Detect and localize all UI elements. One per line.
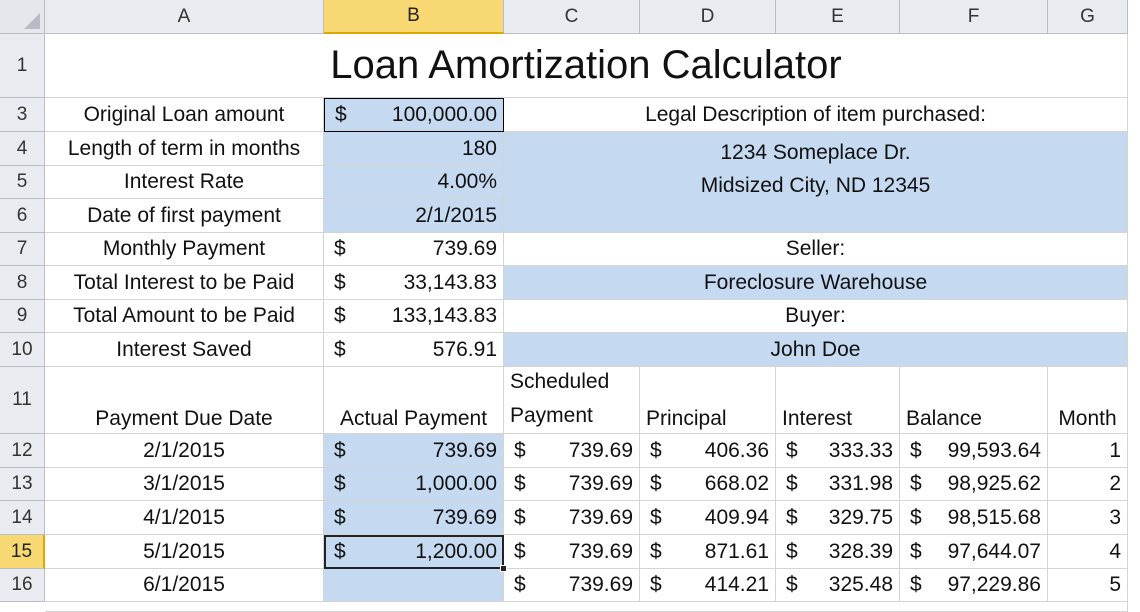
header-month[interactable]: Month — [1048, 367, 1128, 434]
summary-value-cell[interactable] — [324, 233, 504, 266]
principal-value: 871.61 — [704, 539, 769, 563]
currency-symbol: $ — [334, 237, 346, 260]
summary-value-cell[interactable] — [324, 266, 504, 300]
currency-symbol: $ — [334, 438, 346, 462]
row-header-11[interactable]: 11 — [0, 367, 45, 434]
row-header-4[interactable]: 4 — [0, 132, 45, 166]
summary-label[interactable]: Total Amount to be Paid — [45, 300, 324, 333]
principal-cell[interactable] — [640, 535, 776, 569]
currency-symbol: $ — [650, 573, 662, 596]
legal-description-heading[interactable]: Legal Description of item purchased: — [504, 98, 1128, 132]
currency-symbol: $ — [650, 505, 662, 529]
month-cell[interactable]: 3 — [1048, 501, 1128, 535]
balance-value: 99,593.64 — [947, 438, 1041, 462]
summary-value-cell[interactable] — [324, 98, 504, 132]
principal-cell[interactable] — [640, 569, 776, 602]
address-line-2: Midsized City, ND 12345 — [700, 174, 931, 197]
currency-symbol: $ — [786, 505, 798, 529]
row-header-14[interactable]: 14 — [0, 501, 45, 535]
column-header-c[interactable]: C — [504, 0, 640, 34]
sheet-title[interactable]: Loan Amortization Calculator — [45, 34, 1128, 98]
currency-symbol: $ — [786, 573, 798, 596]
currency-symbol: $ — [334, 304, 346, 327]
row-header-1[interactable]: 1 — [0, 34, 45, 98]
column-header-f[interactable]: F — [900, 0, 1048, 34]
buyer-name[interactable]: John Doe — [504, 333, 1128, 367]
currency-symbol: $ — [910, 539, 922, 563]
summary-value-cell[interactable] — [324, 132, 504, 166]
scheduled-cell[interactable] — [504, 535, 640, 569]
scheduled-cell[interactable] — [504, 569, 640, 602]
currency-symbol: $ — [514, 438, 526, 462]
interest-cell[interactable] — [776, 468, 900, 501]
summary-value: 576.91 — [432, 337, 497, 361]
summary-value-cell[interactable] — [324, 300, 504, 333]
address-line-1: 1234 Someplace Dr. — [720, 141, 911, 164]
interest-value: 328.39 — [828, 539, 893, 563]
payment-due-date-cell[interactable]: 4/1/2015 — [45, 501, 324, 535]
scheduled-value: 739.69 — [568, 472, 633, 495]
balance-cell[interactable] — [900, 535, 1048, 569]
currency-symbol: $ — [514, 505, 526, 529]
interest-value: 331.98 — [828, 472, 893, 495]
summary-value: 739.69 — [432, 237, 497, 260]
select-all-button[interactable] — [0, 0, 45, 34]
currency-symbol: $ — [334, 539, 346, 563]
currency-symbol: $ — [650, 472, 662, 495]
payment-due-date-cell[interactable]: 3/1/2015 — [45, 468, 324, 501]
currency-symbol: $ — [334, 337, 346, 361]
principal-cell[interactable] — [640, 501, 776, 535]
scheduled-value: 739.69 — [568, 573, 633, 596]
row-header-13[interactable]: 13 — [0, 468, 45, 501]
header-payment-due-date[interactable]: Payment Due Date — [45, 367, 324, 434]
currency-symbol: $ — [335, 103, 347, 126]
summary-label[interactable]: Date of first payment — [45, 199, 324, 233]
summary-value: 180 — [461, 136, 497, 160]
summary-value: 100,000.00 — [391, 103, 497, 126]
row-header-10[interactable]: 10 — [0, 333, 45, 367]
balance-cell[interactable] — [900, 434, 1048, 468]
row-header-9[interactable]: 9 — [0, 300, 45, 333]
principal-cell[interactable] — [640, 434, 776, 468]
currency-symbol: $ — [910, 472, 922, 495]
principal-value: 409.94 — [704, 505, 769, 529]
summary-label[interactable]: Interest Saved — [45, 333, 324, 367]
seller-name[interactable]: Foreclosure Warehouse — [504, 266, 1128, 300]
currency-symbol: $ — [334, 270, 346, 294]
row-header-6[interactable]: 6 — [0, 199, 45, 233]
actual-payment-value: 1,000.00 — [415, 472, 497, 495]
currency-symbol: $ — [514, 472, 526, 495]
scheduled-value: 739.69 — [568, 505, 633, 529]
principal-value: 668.02 — [704, 472, 769, 495]
fill-handle[interactable] — [500, 565, 507, 572]
scheduled-cell[interactable] — [504, 434, 640, 468]
currency-symbol: $ — [910, 573, 922, 596]
payment-due-date-cell[interactable]: 2/1/2015 — [45, 434, 324, 468]
currency-symbol: $ — [514, 573, 526, 596]
legal-description-address[interactable] — [504, 132, 1128, 233]
row-header-7[interactable]: 7 — [0, 233, 45, 266]
balance-value: 98,515.68 — [947, 505, 1041, 529]
actual-payment-cell[interactable] — [324, 434, 504, 468]
currency-symbol: $ — [910, 505, 922, 529]
currency-symbol: $ — [786, 438, 798, 462]
currency-symbol: $ — [334, 472, 346, 495]
scheduled-cell[interactable] — [504, 468, 640, 501]
interest-cell[interactable] — [776, 535, 900, 569]
row-header-8[interactable]: 8 — [0, 266, 45, 300]
actual-payment-value: 739.69 — [432, 505, 497, 529]
balance-cell[interactable] — [900, 501, 1048, 535]
balance-value: 98,925.62 — [947, 472, 1041, 495]
summary-value-cell[interactable] — [324, 199, 504, 233]
actual-payment-cell[interactable] — [324, 569, 504, 602]
header-scheduled-payment[interactable] — [504, 367, 640, 434]
month-cell[interactable]: 2 — [1048, 468, 1128, 501]
header-scheduled-line2: Payment — [510, 404, 593, 427]
summary-value: 33,143.83 — [403, 270, 497, 294]
actual-payment-cell[interactable] — [324, 468, 504, 501]
summary-value-cell[interactable] — [324, 166, 504, 199]
actual-payment-value: 739.69 — [432, 438, 497, 462]
summary-value: 2/1/2015 — [415, 203, 497, 227]
header-balance[interactable]: Balance — [900, 367, 1048, 434]
interest-value: 329.75 — [828, 505, 893, 529]
interest-cell[interactable] — [776, 569, 900, 602]
currency-symbol: $ — [786, 472, 798, 495]
balance-value: 97,644.07 — [947, 539, 1041, 563]
header-interest[interactable]: Interest — [776, 367, 900, 434]
header-actual-payment[interactable]: Actual Payment — [324, 367, 504, 434]
actual-payment-cell[interactable] — [324, 501, 504, 535]
payment-due-date-cell[interactable]: 6/1/2015 — [45, 569, 324, 602]
principal-cell[interactable] — [640, 468, 776, 501]
seller-label[interactable]: Seller: — [504, 233, 1128, 266]
row-header-5[interactable]: 5 — [0, 166, 45, 199]
column-header-g[interactable]: G — [1048, 0, 1128, 34]
currency-symbol: $ — [910, 438, 922, 462]
select-all-icon — [24, 13, 40, 29]
next-row-partial — [45, 602, 1128, 612]
scheduled-value: 739.69 — [568, 438, 633, 462]
actual-payment-value: 1,200.00 — [415, 539, 497, 563]
scheduled-value: 739.69 — [568, 539, 633, 563]
currency-symbol: $ — [786, 539, 798, 563]
summary-label[interactable]: Length of term in months — [45, 132, 324, 166]
currency-symbol: $ — [334, 505, 346, 529]
buyer-label[interactable]: Buyer: — [504, 300, 1128, 333]
scheduled-cell[interactable] — [504, 501, 640, 535]
payment-due-date-cell[interactable]: 5/1/2015 — [45, 535, 324, 569]
summary-value: 4.00% — [437, 170, 497, 193]
row-header-12[interactable]: 12 — [0, 434, 45, 468]
summary-label[interactable]: Interest Rate — [45, 166, 324, 199]
row-header-16[interactable]: 16 — [0, 569, 45, 602]
column-header-d[interactable]: D — [640, 0, 776, 34]
interest-cell[interactable] — [776, 501, 900, 535]
month-cell[interactable]: 5 — [1048, 569, 1128, 602]
principal-value: 414.21 — [704, 573, 769, 596]
principal-value: 406.36 — [704, 438, 769, 462]
column-header-a[interactable]: A — [45, 0, 324, 34]
column-header-b[interactable]: B — [324, 0, 504, 34]
row-header-3[interactable]: 3 — [0, 98, 45, 132]
currency-symbol: $ — [650, 539, 662, 563]
header-scheduled-line1: Scheduled — [510, 370, 610, 393]
column-header-e[interactable]: E — [776, 0, 900, 34]
currency-symbol: $ — [514, 539, 526, 563]
interest-value: 325.48 — [828, 573, 893, 596]
summary-value-cell[interactable] — [324, 333, 504, 367]
currency-symbol: $ — [650, 438, 662, 462]
balance-cell[interactable] — [900, 468, 1048, 501]
row-header-15[interactable]: 15 — [0, 535, 45, 569]
interest-value: 333.33 — [828, 438, 893, 462]
summary-value: 133,143.83 — [391, 304, 497, 327]
summary-label[interactable]: Monthly Payment — [45, 233, 324, 266]
balance-value: 97,229.86 — [947, 573, 1041, 596]
actual-payment-cell[interactable] — [324, 535, 504, 569]
interest-cell[interactable] — [776, 434, 900, 468]
balance-cell[interactable] — [900, 569, 1048, 602]
month-cell[interactable]: 1 — [1048, 434, 1128, 468]
summary-label[interactable]: Original Loan amount — [45, 98, 324, 132]
summary-label[interactable]: Total Interest to be Paid — [45, 266, 324, 300]
month-cell[interactable]: 4 — [1048, 535, 1128, 569]
header-principal[interactable]: Principal — [640, 367, 776, 434]
